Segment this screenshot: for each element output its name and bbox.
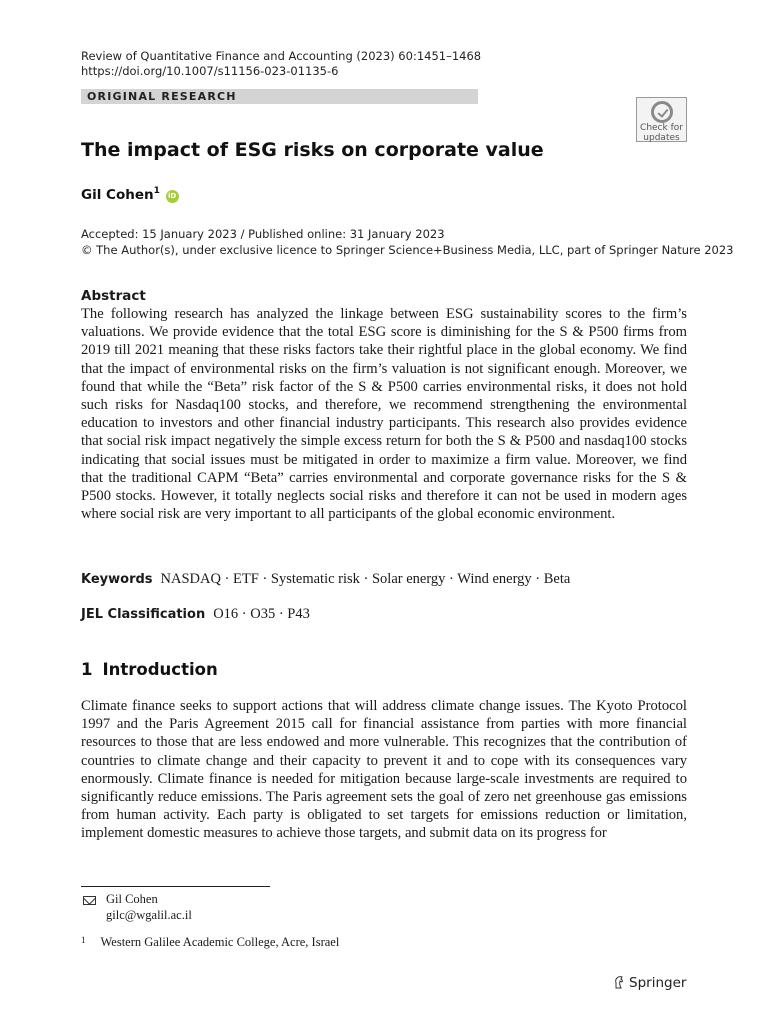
affiliation-footnote	[81, 935, 339, 950]
author-line	[81, 186, 179, 203]
article-title: The impact of ESG risks on corporate value	[81, 139, 544, 161]
publication-info	[81, 226, 734, 258]
abstract-section	[81, 288, 687, 523]
section-number: 1	[81, 660, 93, 679]
envelope-icon	[83, 896, 96, 905]
abstract-heading: Abstract	[81, 288, 146, 304]
author-affil-mark: 1	[153, 186, 160, 196]
dates-line: Accepted: 15 January 2023 / Published online: 31 January 2023	[81, 227, 445, 241]
footnote-divider	[81, 886, 270, 887]
publisher-logo	[613, 975, 686, 991]
badge-line-1: Check for	[640, 123, 683, 133]
keywords-row	[81, 571, 570, 588]
journal-line: Review of Quantitative Finance and Accounting (2023) 60:1451–1468	[81, 49, 482, 63]
affiliation-text: Western Galilee Academic College, Acre, Israel	[100, 935, 340, 949]
affiliation-mark: 1	[81, 935, 86, 945]
introduction-section	[81, 697, 687, 843]
keywords-value: NASDAQ · ETF · Systematic risk · Solar energy · Wind energy · Beta	[160, 571, 571, 587]
section-title: Introduction	[102, 660, 218, 679]
springer-horse-icon	[613, 975, 625, 989]
contact-email[interactable]: gilc@wgalil.ac.il	[106, 907, 192, 922]
jel-row	[81, 606, 310, 623]
section-tag: ORIGINAL RESEARCH	[81, 89, 478, 104]
check-for-updates-badge[interactable]	[636, 97, 687, 142]
introduction-text: Climate finance seeks to support actions that will address climate change issues. The Kyoto Protocol 1997 and the Paris Agreement 2015 call for financial assistance from parties with more financial resources to those that are less endowed and more vulnerable. This recognizes that the contribution of countries to climate change and their capacity to prevent it and to cope with its consequences vary enormously. Climate finance is needed for mitigation because large-scale investments are required to significantly reduce emissions. The Paris agreement sets the goal of zero net greenhouse gas emissions from human activity. Each party is obligated to set targets for emissions reduction or limitation, implement domestic measures to achieve those targets, and submit data on its progress for	[81, 698, 687, 842]
doi-link[interactable]: https://doi.org/10.1007/s11156-023-01135-6	[81, 64, 339, 78]
jel-value: O16 · O35 · P43	[213, 606, 310, 622]
abstract-text: The following research has analyzed the linkage between ESG sustainability scores to the firm’s valuations. We provide evidence that the total ESG score is diminishing for the S & P500 firms from 2019 till 2021 meaning that these risks factors take their rightful place in the global economy. We find that the impact of environmental risks on the firm’s valuation is not significant enough. Moreover, we found that while the “Beta” risk factor of the S & P500 carries environmental risks, it does not hold such risks for Nasdaq100 stocks, and therefore, we recommend strengthening the environmental education to investors and other financial industry participants. This research also provides evidence that social risk impact negatively the simple excess return for both the S & P500 and nasdaq100 stocks indicating that social issues must be mitigated in order to maximize a firm value. Moreover, we find that the traditional CAPM “Beta” carries environmental and corporate governance risks for the S & P500 stocks. However, it totally neglects social risks and therefore it can not be used in modern ages where social risk are very important to all participants of the global economic environment.	[81, 306, 687, 523]
journal-citation	[81, 49, 481, 79]
publisher-name: Springer	[629, 975, 687, 991]
keywords-label: Keywords	[81, 572, 153, 587]
copyright-line: © The Author(s), under exclusive licence to Springer Science+Business Media, LLC, part of Springer Nature 2023	[81, 243, 734, 257]
contact-name: Gil Cohen	[106, 892, 158, 906]
orcid-icon[interactable]: iD	[166, 190, 179, 203]
contact-footnote	[81, 892, 192, 923]
check-updates-icon	[651, 101, 673, 123]
introduction-heading	[81, 660, 218, 679]
author-name[interactable]: Gil Cohen	[81, 187, 154, 203]
jel-label: JEL Classification	[81, 607, 206, 622]
badge-line-2: updates	[643, 133, 680, 143]
